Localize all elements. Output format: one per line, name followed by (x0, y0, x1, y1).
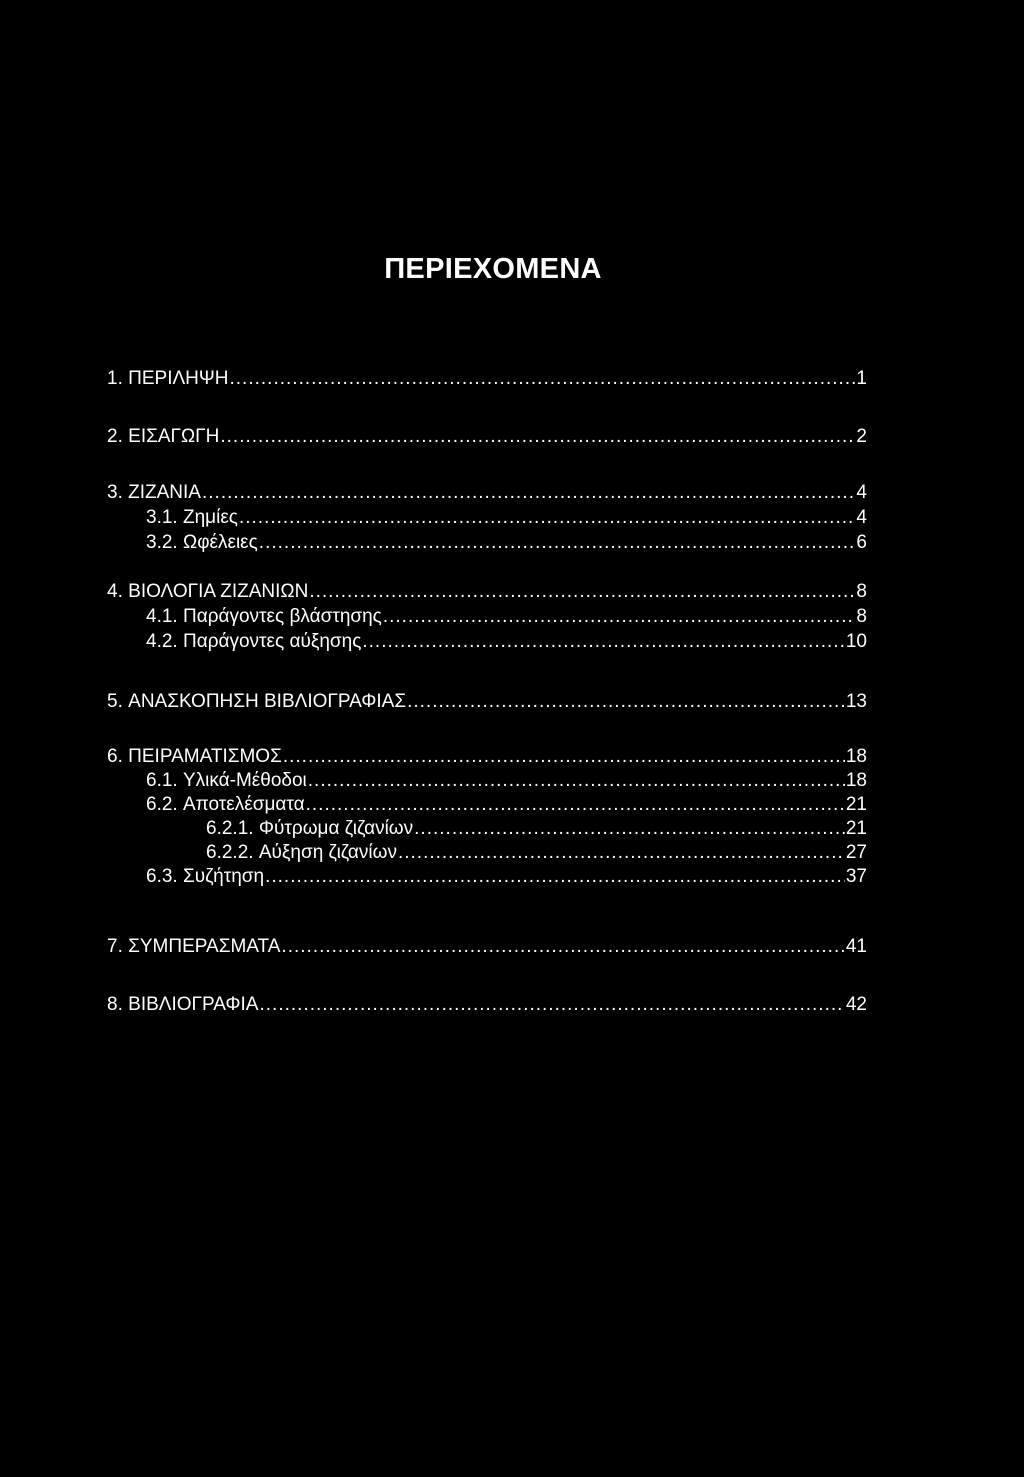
toc-entry-number: 6.1. (146, 770, 178, 791)
toc-entry-label: Παράγοντες αύξησης (182, 631, 362, 652)
dot-leader (259, 993, 844, 1017)
toc-entry-number: 5. (107, 691, 123, 712)
toc-entry-number: 4. (107, 581, 123, 602)
toc-entry-number: 8. (107, 994, 123, 1015)
toc-entry-page: 8 (856, 606, 867, 627)
toc-entry-number: 7. (107, 936, 123, 957)
toc-entry-number: 2. (107, 426, 123, 447)
toc-entry-number: 4.2. (146, 631, 178, 652)
toc-entry-page: 8 (856, 581, 867, 602)
page-title: ΠΕΡΙΕΧΟΜΕΝΑ (384, 253, 602, 286)
toc-entry-label: ΕΙΣΑΓΩΓΗ (128, 426, 220, 447)
toc-entry-number: 6.3. (146, 866, 178, 887)
toc-entry-label: ΠΕΡΙΛΗΨΗ (128, 368, 229, 389)
dot-leader (239, 506, 855, 530)
dot-leader (202, 481, 855, 505)
toc-entry-number: 6.2. (146, 794, 178, 815)
toc-entry-anaskopisi[interactable] (107, 690, 867, 714)
dot-leader (281, 935, 844, 959)
toc-entry-number: 6. (107, 746, 123, 767)
toc-entry-page: 10 (845, 631, 867, 652)
toc-entry-ylika-methodoi[interactable] (146, 769, 867, 793)
toc-entry-label: Αύξηση ζιζανίων (258, 842, 397, 863)
toc-entry-ofeleies[interactable] (146, 531, 867, 555)
toc-entry-number: 3.2. (146, 532, 178, 553)
dot-leader (309, 580, 855, 604)
toc-entry-paragontes-afxisis[interactable] (146, 630, 867, 654)
toc-entry-page: 13 (845, 691, 867, 712)
dot-leader (220, 425, 855, 449)
toc-entry-zimies[interactable] (146, 506, 867, 530)
toc-entry-label: Φύτρωμα ζιζανίων (258, 818, 414, 839)
dot-leader (362, 630, 844, 654)
toc-entry-number: 3. (107, 482, 123, 503)
toc-entry-page: 6 (856, 532, 867, 553)
dot-leader (230, 367, 856, 391)
toc-entry-apotelesmata[interactable] (146, 793, 867, 817)
dot-leader (407, 690, 845, 714)
dot-leader (259, 531, 856, 555)
toc-entry-number: 6.2.2. (206, 842, 254, 863)
toc-entry-page: 4 (856, 482, 867, 503)
toc-entry-syzitisi[interactable] (146, 865, 867, 889)
toc-entry-zizania[interactable] (107, 481, 867, 505)
toc-entry-page: 2 (856, 426, 867, 447)
toc-entry-label: ΣΥΜΠΕΡΑΣΜΑΤΑ (128, 936, 281, 957)
dot-leader (414, 817, 845, 841)
toc-entry-page: 21 (845, 818, 867, 839)
toc-entry-page: 41 (845, 936, 867, 957)
toc-entry-label: ΖΙΖΑΝΙΑ (128, 482, 201, 503)
toc-entry-label: Ωφέλειες (182, 532, 258, 553)
toc-entry-label: ΠΕΙΡΑΜΑΤΙΣΜΟΣ (128, 746, 282, 767)
toc-entry-label: ΒΙΒΛΙΟΓΡΑΦΙΑ (128, 994, 259, 1015)
toc-entry-eisagogi[interactable] (107, 425, 867, 449)
toc-entry-number: 4.1. (146, 606, 178, 627)
toc-entry-label: Ζημίες (182, 507, 238, 528)
toc-entry-label: Υλικά-Μέθοδοι (182, 770, 307, 791)
toc-entry-page: 18 (845, 746, 867, 767)
toc-entry-vivliografia[interactable] (107, 993, 867, 1017)
toc-entry-paragontes-vlastisis[interactable] (146, 605, 867, 629)
dot-leader (283, 745, 845, 769)
toc-entry-page: 21 (845, 794, 867, 815)
toc-entry-viologia-zizanion[interactable] (107, 580, 867, 604)
dot-leader (398, 841, 845, 865)
toc-entry-page: 1 (856, 368, 867, 389)
dot-leader (265, 865, 845, 889)
toc-entry-symperasmata[interactable] (107, 935, 867, 959)
dot-leader (383, 605, 856, 629)
toc-entry-label: Παράγοντες βλάστησης (182, 606, 382, 627)
toc-entry-page: 4 (856, 507, 867, 528)
toc-entry-label: ΒΙΟΛΟΓΙΑ ΖΙΖΑΝΙΩΝ (128, 581, 309, 602)
toc-entry-number: 6.2.1. (206, 818, 254, 839)
toc-entry-number: 3.1. (146, 507, 178, 528)
toc-entry-afxisi-zizanion[interactable] (206, 841, 867, 865)
toc-entry-page: 37 (845, 866, 867, 887)
toc-entry-label: ΑΝΑΣΚΟΠΗΣΗ ΒΙΒΛΙΟΓΡΑΦΙΑΣ (128, 691, 407, 712)
toc-entry-number: 1. (107, 368, 123, 389)
toc-entry-fytroma-zizanion[interactable] (206, 817, 867, 841)
toc-entry-page: 18 (845, 770, 867, 791)
toc-entry-page: 42 (845, 994, 867, 1015)
toc-entry-label: Αποτελέσματα (182, 794, 305, 815)
dot-leader (308, 769, 845, 793)
toc-entry-peiramatismos[interactable] (107, 745, 867, 769)
toc-entry-perilipsi[interactable] (107, 367, 867, 391)
toc-entry-page: 27 (845, 842, 867, 863)
toc-entry-label: Συζήτηση (182, 866, 265, 887)
dot-leader (306, 793, 845, 817)
